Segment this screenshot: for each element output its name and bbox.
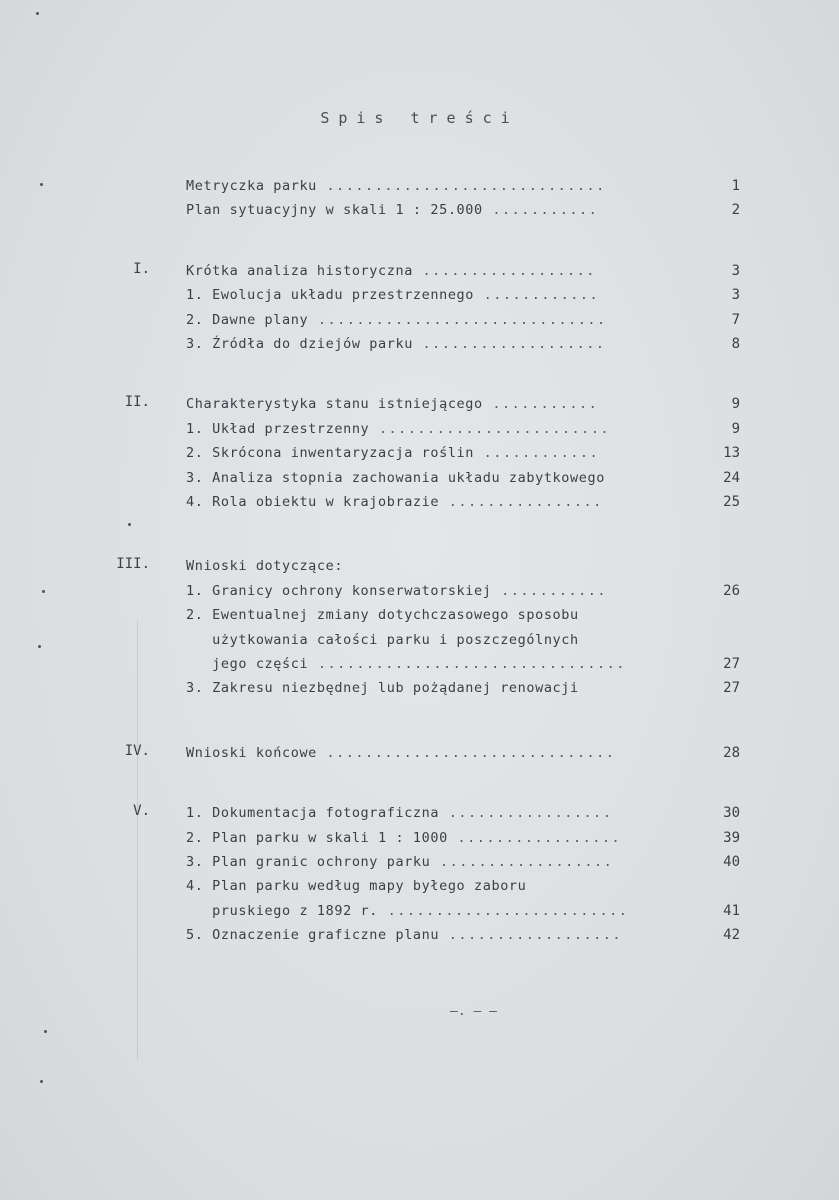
- leader-dots: ..................: [430, 854, 614, 870]
- leader-dots: ............: [474, 445, 600, 462]
- toc-entry-text: Metryczka parku: [186, 178, 317, 194]
- end-mark: –. – –: [450, 1004, 497, 1019]
- section-numeral: III.: [116, 556, 150, 573]
- toc-entry-text: 3. Analiza stopnia zachowania układu zabytkowego: [186, 469, 605, 486]
- toc-entry: [186, 583, 607, 599]
- page-number: 40: [723, 854, 740, 870]
- toc-entry: [186, 421, 610, 437]
- page-number: 39: [723, 829, 740, 846]
- toc-entry: [186, 470, 605, 486]
- toc-entry-text: 2. Dawne plany: [186, 311, 309, 328]
- leader-dots: ............: [474, 287, 600, 304]
- toc-entry: [186, 494, 603, 510]
- section-numeral: I.: [133, 260, 150, 277]
- page-number: 24: [723, 469, 740, 486]
- toc-entry: [186, 287, 599, 303]
- leader-dots: ...................: [412, 336, 606, 352]
- toc-entry: [186, 632, 579, 648]
- toc-entry-text: 1. Układ przestrzenny: [186, 420, 370, 437]
- leader-dots: .................: [439, 805, 613, 822]
- page-number: 27: [723, 656, 740, 672]
- leader-dots: ..................: [439, 927, 623, 944]
- toc-entry: [186, 178, 606, 194]
- scan-speck: [44, 1030, 47, 1033]
- section-numeral: V.: [133, 803, 150, 820]
- toc-entry-text: 3. Źródła do dziejów parku: [186, 336, 413, 352]
- toc-entry: [186, 558, 343, 574]
- leader-dots: ................: [439, 494, 603, 510]
- toc-entry-text: 2. Ewentualnej zmiany dotychczasowego sposobu: [186, 607, 579, 624]
- leader-dots: .............................: [316, 178, 606, 194]
- toc-entry: [186, 680, 579, 696]
- scan-speck: [36, 12, 39, 15]
- page-number: 9: [731, 420, 740, 437]
- toc-entry: [186, 745, 615, 761]
- page-number: 2: [731, 202, 740, 219]
- leader-dots: ..............................: [308, 311, 607, 328]
- leader-dots: ...........: [491, 582, 608, 599]
- toc-entry-text: 3. Plan granic ochrony parku: [186, 854, 431, 870]
- page-number: 9: [731, 396, 740, 413]
- toc-entry: [186, 202, 598, 218]
- leader-dots: ................................: [308, 656, 626, 672]
- toc-entry: [186, 656, 626, 672]
- toc-entry: [186, 396, 598, 412]
- toc-entry: [186, 830, 621, 846]
- toc-entry-text: pruskiego z 1892 r.: [186, 902, 379, 919]
- page-number: 25: [723, 494, 740, 510]
- leader-dots: ..................: [412, 262, 596, 279]
- page-number: 3: [731, 287, 740, 304]
- scan-speck: [40, 1080, 43, 1083]
- toc-entry-text: jego części: [186, 656, 309, 672]
- toc-entry-text: Krótka analiza historyczna: [186, 262, 413, 279]
- toc-entry: [186, 445, 599, 461]
- toc-entry: [186, 805, 612, 821]
- page-number: 41: [723, 902, 740, 919]
- page-number: 42: [723, 927, 740, 944]
- margin-shadow: [137, 620, 138, 1060]
- leader-dots: .........................: [378, 902, 629, 919]
- toc-entry-text: 5. Oznaczenie graficzne planu: [186, 927, 440, 944]
- toc-entry-text: 1. Granicy ochrony konserwatorskiej: [186, 582, 492, 599]
- page-number: 1: [731, 178, 740, 194]
- toc-entry: [186, 903, 628, 919]
- toc-entry: [186, 927, 622, 943]
- leader-dots: .................: [447, 829, 622, 846]
- leader-dots: ..............................: [316, 744, 616, 761]
- toc-entry-text: użytkowania całości parku i poszczególnych: [186, 631, 579, 648]
- toc-entry-text: Wnioski końcowe: [186, 744, 317, 761]
- toc-entry: [186, 854, 613, 870]
- section-numeral: II.: [124, 394, 150, 411]
- toc-entry-text: Charakterystyka stanu istniejącego: [186, 396, 483, 413]
- toc-entry: [186, 263, 596, 279]
- section-numeral: IV.: [124, 742, 150, 759]
- toc-entry-text: 2. Plan parku w skali 1 : 1000: [186, 829, 448, 846]
- toc-entry-text: 1. Dokumentacja fotograficzna: [186, 805, 440, 822]
- page-number: 27: [723, 680, 740, 697]
- toc-entry: [186, 878, 526, 894]
- page-number: 30: [723, 805, 740, 822]
- toc-entry-text: 4. Rola obiektu w krajobrazie: [186, 494, 440, 510]
- toc-entry-text: 3. Zakresu niezbędnej lub pożądanej renowacji: [186, 680, 579, 697]
- toc-entry-text: 1. Ewolucja układu przestrzennego: [186, 287, 475, 304]
- scan-speck: [42, 590, 45, 593]
- toc-entry-text: Plan sytuacyjny w skali 1 : 25.000: [186, 202, 483, 219]
- scan-speck: [128, 523, 131, 526]
- toc-entry-text: 2. Skrócona inwentaryzacja roślin: [186, 445, 475, 462]
- toc-entry-text: 4. Plan parku według mapy byłego zaboru: [186, 878, 527, 895]
- page-number: 3: [731, 262, 740, 279]
- page-number: 8: [731, 336, 740, 352]
- toc-entry: [186, 336, 605, 352]
- leader-dots: ...........: [482, 202, 599, 219]
- page-number: 7: [731, 311, 740, 328]
- toc-entry: [186, 312, 607, 328]
- toc-entry: [186, 607, 579, 623]
- leader-dots: ........................: [369, 420, 610, 437]
- scan-speck: [38, 645, 41, 648]
- page-number: 13: [723, 445, 740, 462]
- scan-speck: [40, 183, 43, 186]
- leader-dots: ...........: [482, 396, 599, 413]
- toc-entry-text: Wnioski dotyczące:: [186, 558, 344, 575]
- page-title: Spis treści: [320, 109, 519, 127]
- page-number: 26: [723, 582, 740, 599]
- page-number: 28: [723, 744, 740, 761]
